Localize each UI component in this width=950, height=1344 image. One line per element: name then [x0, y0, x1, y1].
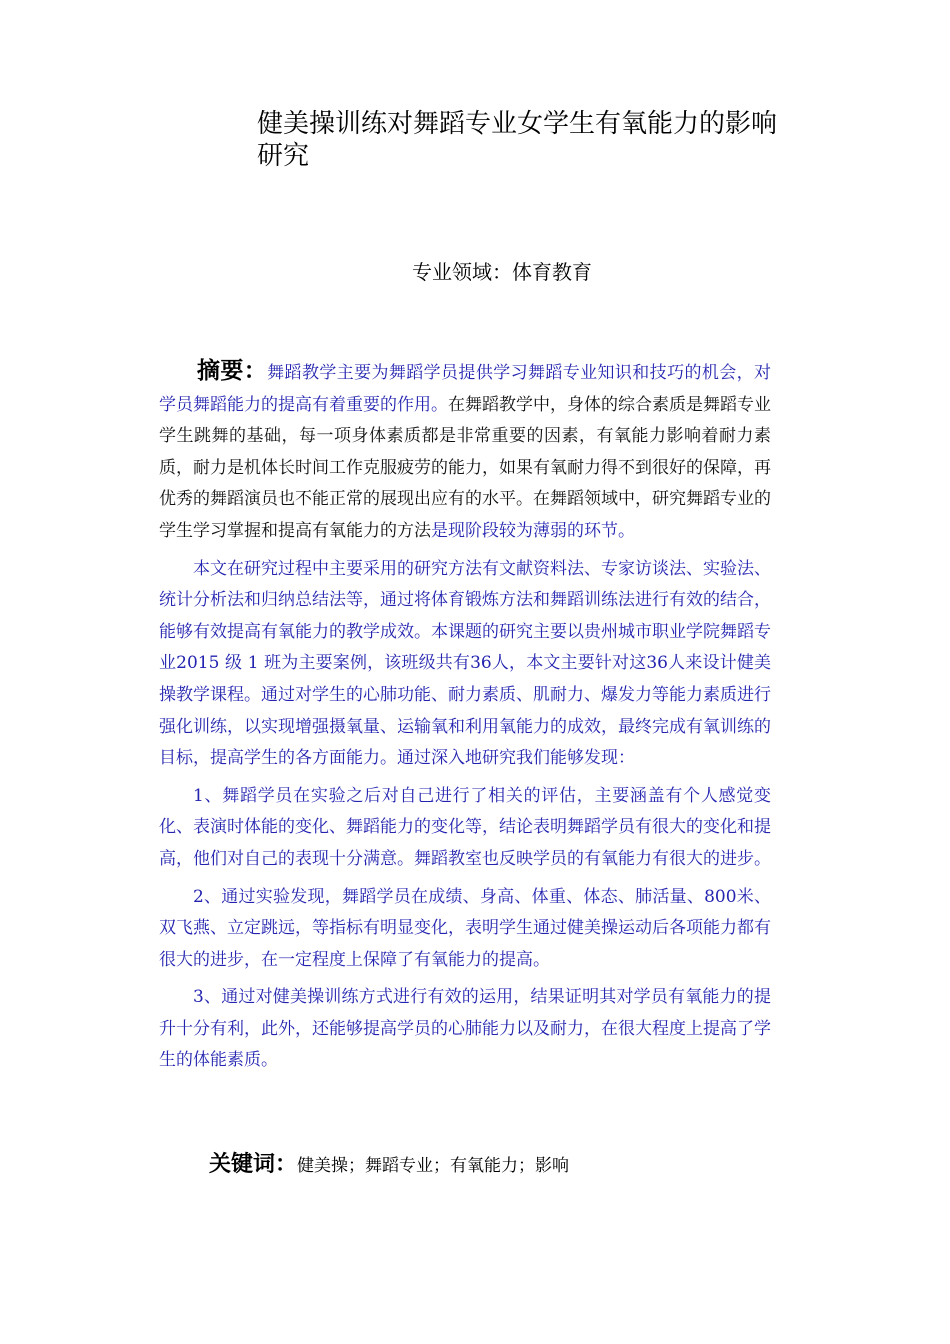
abstract-section	[159, 356, 771, 1083]
abstract-p1-end: 是现阶段较为薄弱的环节。	[431, 520, 635, 541]
abstract-p1-body: 在舞蹈教学中，身体的综合素质是舞蹈专业学生跳舞的基础，每一项身体素质都是非常重要的因素，有氧能力影响着耐力素质，耐力是机体长时间工作克服疲劳的能力，如果有氧耐力得不到很好的保障，再优秀的舞蹈演员也不能正常的展现出应有的水平。在舞蹈领域中，研究舞蹈专业的学生学习掌握和提高有氧能力的方法	[159, 394, 771, 541]
abstract-paragraph-3: 1、舞蹈学员在实验之后对自己进行了相关的评估，主要涵盖有个人感觉变化、表演时体能的变化、舞蹈能力的变化等，结论表明舞蹈学员有很大的变化和提高，他们对自己的表现十分满意。舞蹈教室也反映学员的有氧能力有很大的进步。	[159, 785, 771, 869]
keywords-label: 关键词：	[209, 1152, 298, 1177]
abstract-paragraph-5: 3、通过对健美操训练方式进行有效的运用，结果证明其对学员有氧能力的提升十分有利，此外，还能够提高学员的心肺能力以及耐力，在很大程度上提高了学生的体能素质。	[159, 987, 771, 1071]
keywords-text: 健美操；舞蹈专业；有氧能力；影响	[297, 1156, 570, 1176]
abstract-label: 摘要：	[197, 358, 268, 384]
abstract-paragraph-2: 本文在研究过程中主要采用的研究方法有文献资料法、专家访谈法、实验法、统计分析法和归纳总结法等，通过将体育锻炼方法和舞蹈训练法进行有效的结合，能够有效提高有氧能力的教学成效。本课题的研究主要以贵州城市职业学院舞蹈专业2015 级 1 班为主要案例，该班级共有36人，本文主要针对这36人来设计健美操教学课程。通过对学生的心肺功能、耐力素质、肌耐力、爆发力等能力素质进行强化训练，以实现增强摄氧量、运输氧和利用氧能力的成效，最终完成有氧训练的目标，提高学生的各方面能力。通过深入地研究我们能够发现：	[159, 558, 771, 769]
abstract-p1-intro: 舞蹈教学主要为舞蹈学员提供学习舞蹈专业知识和技巧的机会，对学员舞蹈能力的提高有着重要的作用。	[159, 363, 772, 415]
abstract-paragraph-4: 2、通过实验发现，舞蹈学员在成绩、身高、体重、体态、肺活量、800米、双飞燕、立定跳远，等指标有明显变化，表明学生通过健美操运动后各项能力都有很大的进步，在一定程度上保障了有氧能力的提高。	[159, 886, 771, 970]
abstract-paragraph-1	[159, 356, 771, 548]
keywords-line	[209, 1150, 569, 1181]
paper-title: 健美操训练对舞蹈专业女学生有氧能力的影响研究	[257, 109, 778, 171]
professional-field: 专业领域：体育教育	[412, 260, 592, 284]
